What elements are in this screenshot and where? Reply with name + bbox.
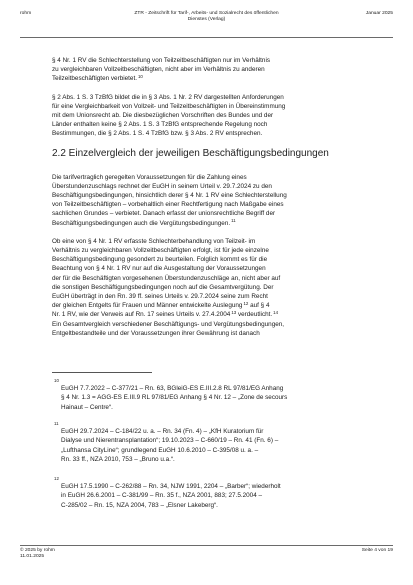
fn10-line-3: Hainaut – Centre“. (61, 403, 113, 411)
p4-line-9-end: verdeutlicht. (236, 311, 273, 319)
p2-line-3: mit dem Unionsrecht ab. Die diesbezüglichen Vorschriften des Bundes und der (52, 112, 274, 120)
p3-line-1: Die tarifvertraglich geregelten Voraussetzungen für die Zahlung eines (52, 173, 247, 181)
footnote-ref-14[interactable]: 14 (273, 309, 279, 315)
p4-line-7: EuGH überträgt in den Rn. 39 ff. seines Urteils v. 29.7.2024 seine zum Recht (52, 293, 268, 301)
fn11-line-4: Rn. 33 ff., NZA 2010, 753 – „Bruno u.a.“. (61, 455, 175, 463)
p4-line-9: Nr. 1 RV, wie der Verweis auf Rn. 17 seines Urteils v. 27.4.2004 (52, 311, 231, 319)
p3-line-6: Beschäftigungsbedingungen auch die Vergütungsbedingungen. (52, 219, 231, 227)
p3-line-4: von Teilzeitbeschäftigten – vorbehaltlich einer Rechtfertigung nach Maßgabe eines (52, 201, 284, 209)
footnote-11-text (61, 427, 374, 464)
p4-line-8-end: auf § 4 (248, 302, 270, 310)
p2-line-4: Länder enthalten keine § 2 Abs. 1 S. 3 TzBfG entsprechende Regelung noch (52, 121, 268, 129)
p2-line-1: § 2 Abs. 1 S. 3 TzBfG bildet die in § 3 Abs. 1 Nr. 2 RV dargestellten Anforderungen (52, 93, 284, 101)
fn11-line-2: Dialyse und Nierentransplantation“; 19.10.2023 – C-660/19 – Rn. 41 (Fn. 6) – (61, 437, 279, 445)
fn12-line-2: in EuGH 26.6.2001 – C-381/99 – Rn. 35 f., NZA 2001, 883; 27.5.2004 – (61, 492, 263, 500)
p4-line-6: die sonstigen Beschäftigungsbedingungen noch auf die Gesamtvergütung. Der (52, 283, 274, 291)
page-header (20, 11, 393, 33)
footnote-ref-11[interactable]: 11 (231, 218, 236, 224)
footnote-ref-13[interactable]: 13 (231, 309, 237, 315)
footnote-10-text (61, 384, 374, 412)
footer-copyright-line: © 2025 by rohm (20, 548, 55, 553)
footer-date: 11.01.2025 (20, 554, 45, 560)
p1-line-2: zu vergleichbaren Vollzeitbeschäftigten, nicht aber im Verhältnis zu anderen (52, 66, 265, 74)
paragraph-4 (52, 237, 374, 338)
fn10-line-2: § 4 Nr. 1.3 = AGG-ES E.III.9 RL 97/81/EG Anhang § 4 Nr. 12 – „Zone de secours (61, 394, 288, 402)
fn12-line-3: C-285/02 – Rn. 15, NZA 2004, 783 – „Elsner Lakeberg“. (61, 501, 218, 509)
footnote-11 (52, 421, 374, 464)
p3-line-5: sachlichen Grundes – verbietet. Danach erfasst der unionsrechtliche Begriff der (52, 210, 276, 218)
paragraph-3 (52, 173, 374, 228)
header-title-line-1: ZTR - Zeitschrift für Tarif-, Arbeits- und Sozialrecht des öffentlichen (134, 11, 279, 16)
p1-line-3: Teilzeitbeschäftigten verbietet. (52, 75, 137, 83)
p4-line-4: Beachtung von § 4 Nr. 1 RV nur auf die Ausgestaltung der Voraussetzungen (52, 265, 266, 273)
page-number: Seite 4 von 19 (361, 548, 393, 553)
header-rule (20, 37, 393, 38)
header-publisher: rohm (20, 11, 32, 16)
header-title-line-2: Dienstes (Verlag) (187, 17, 226, 23)
header-date: Januar 2025 (365, 11, 393, 16)
fn11-line-3: „Lufthansa CityLine“; grundlegend EuGH 10.6.2010 – C-395/08 u. a. – (61, 446, 259, 454)
section-heading: 2.2 Einzelvergleich der jeweiligen Beschäftigungsbedingungen (52, 147, 329, 159)
p4-line-3: Beschäftigungsbedingung gesondert zu beurteilen. Folglich kommt es für die (52, 256, 268, 264)
footnote-rule (52, 372, 152, 373)
fn10-line-1: EuGH 7.7.2022 – C-377/21 – Rn. 63, BGleiG-ES E.III.2.8 RL 97/81/EG Anhang (61, 385, 284, 392)
p1-line-1: § 4 Nr. 1 RV die Schlechterstellung von Teilzeitbeschäftigten nur im Verhältnis (52, 57, 271, 64)
p4-line-8: der gleichen Entgelts für Frauen und Männer entwickelte Auslegung (52, 302, 243, 310)
p4-line-10: Ein Gesamtvergleich verschiedener Beschäftigungs- und Vergütungsbedingungen, (52, 320, 285, 328)
footnote-10 (52, 378, 374, 412)
footnote-12 (52, 476, 374, 510)
p4-line-1: Ob eine von § 4 Nr. 1 RV erfasste Schlechterbehandlung von Teilzeit- im (52, 237, 256, 245)
header-journal-title (20, 11, 393, 24)
fn12-line-1: EuGH 17.5.1990 – C-262/88 – Rn. 34, NJW 1991, 2204 – „Barber“; wiederholt (61, 483, 281, 490)
p4-line-2: Verhältnis zu vergleichbaren Vollzeitbeschäftigten erfolgt, ist für jede einzelne (52, 247, 269, 255)
footnote-ref-12[interactable]: 12 (243, 300, 249, 306)
footnote-number-11: 11 (54, 421, 59, 426)
p3-line-2: Überstundenzuschlags rechnet der EuGH in seinem Urteil v. 29.7.2024 zu den (52, 182, 272, 190)
footer-rule (20, 545, 393, 546)
footnote-12-text (61, 482, 374, 510)
footer-copyright (20, 548, 55, 561)
p3-line-3: Beschäftigungsbedingungen, hinsichtlich derer § 4 Nr. 1 RV eine Schlechterstellung (52, 192, 287, 200)
p2-line-5: Bestimmungen, die § 2 Abs. 1 S. 4 TzBfG bzw. § 3 Abs. 2 RV entsprechen. (52, 130, 263, 138)
fn11-line-1: EuGH 29.7.2024 – C-184/22 u. a. – Rn. 34 (Fn. 4) – „KfH Kuratorium für (61, 428, 264, 435)
paragraph-1 (52, 56, 374, 84)
footnote-number-10: 10 (54, 378, 59, 383)
document-body (52, 56, 374, 347)
p4-line-11: Entgeltbestandteile und der Voraussetzungen ihrer Gewährung ist danach (52, 329, 260, 337)
footnote-number-12: 12 (54, 476, 59, 481)
paragraph-2 (52, 93, 374, 139)
p4-line-5: der für die Beschäftigten vorgesehenen Überstundenzuschläge an, nicht aber auf (52, 274, 281, 282)
p2-line-2: für eine Vergleichbarkeit von Vollzeit- und Teilzeitbeschäftigten in Übereinstimmung (52, 102, 286, 110)
footnote-ref-10[interactable]: 10 (137, 73, 143, 79)
